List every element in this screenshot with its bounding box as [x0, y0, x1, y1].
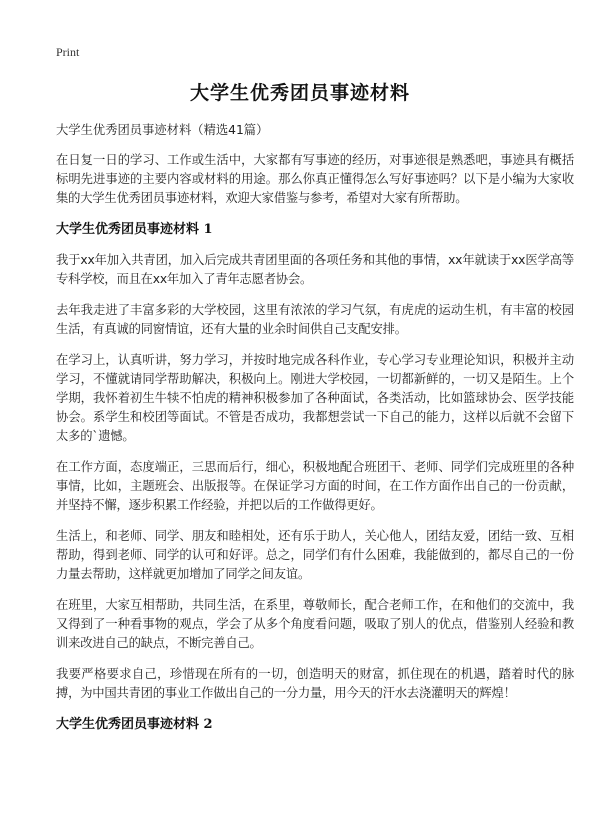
paragraph: 我要严格要求自己，珍惜现在所有的一切，创造明天的财富，抓住现在的机遇，踏着时代的脉搏，为中国共青团的事业工作做出自己的一分力量，用今天的汗水去浇灌明天的辉煌！ [56, 667, 574, 700]
section-heading-2: 大学生优秀团员事迹材料 2 [56, 717, 213, 732]
paragraph: 在班里，大家互相帮助，共同生活，在系里，尊敬师长，配合老师工作，在和他们的交流中，我又得到了一种看事物的观点，学会了从多个角度看问题，吸取了别人的优点，借鉴别人经验和教训来改进自己的缺点，不断完善自己。 [56, 598, 574, 650]
intro-paragraph: 在日复一日的学习、工作或生活中，大家都有写事迹的经历，对事迹很是熟悉吧，事迹具有概括标明先进事迹的主要内容或材料的用途。那么你真正懂得怎么写好事迹吗？以下是小编为大家收集的大学生优秀团员事迹材料，欢迎大家借鉴与参考，希望对大家有所帮助。 [56, 153, 574, 205]
document-subtitle: 大学生优秀团员事迹材料（精选41篇） [56, 123, 269, 137]
section-heading-1: 大学生优秀团员事迹材料 1 [56, 222, 213, 237]
paragraph: 去年我走进了丰富多彩的大学校园，这里有浓浓的学习气氛，有虎虎的运动生机，有丰富的校园生活，有真诚的同窗情谊，还有大量的业余时间供自己支配安排。 [56, 303, 574, 336]
print-link[interactable]: Print [56, 45, 80, 59]
document-body [56, 121, 574, 746]
paragraph: 生活上，和老师、同学、朋友和睦相处，还有乐于助人，关心他人，团结友爱，团结一致、互相帮助，得到老师、同学的认可和好评。总之，同学们有什么困难，我能做到的，都尽自己的一份力量去帮助，这样就更加增加了同学之间友谊。 [56, 529, 574, 581]
paragraph: 在学习上，认真听讲，努力学习，并按时地完成各科作业，专心学习专业理论知识，积极并主动学习，不懂就请同学帮助解决，积极向上。刚进大学校园，一切都新鲜的，一切又是陌生。上个学期，我怀着初生牛犊不怕虎的精神积极参加了各种面试，各类活动，比如篮球协会、医学技能协会。系学生和校团等面试。不管是否成功，我都想尝试一下自己的能力，这样以后就不会留下太多的`遗憾。 [56, 353, 574, 443]
paragraph: 在工作方面，态度端正，三思而后行，细心，积极地配合班团干、老师、同学们完成班里的各种事情，比如，主题班会、出版报等。在保证学习方面的时间，在工作方面作出自己的一份贡献，并坚持不懈，逐步积累工作经验，并把以后的工作做得更好。 [56, 460, 574, 512]
paragraph: 我于xx年加入共青团，加入后完成共青团里面的各项任务和其他的事情，xx年就读于xx医学高等专科学校，而且在xx年加入了青年志愿者协会。 [56, 253, 574, 286]
page-title: 大学生优秀团员事迹材料 [189, 82, 410, 104]
